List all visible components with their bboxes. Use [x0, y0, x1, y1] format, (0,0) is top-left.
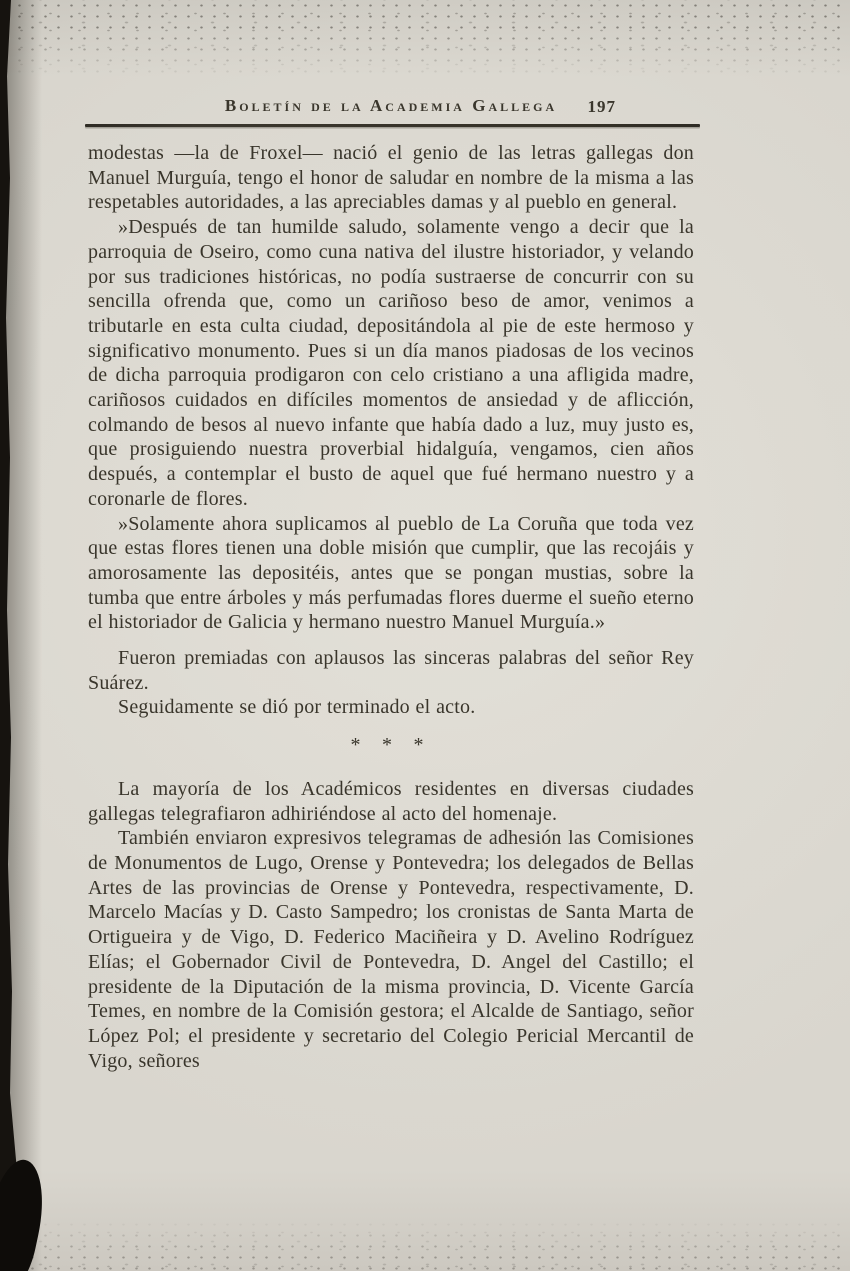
binding-corner-blob [0, 1155, 53, 1271]
running-header [88, 96, 694, 116]
page-number: 197 [587, 97, 616, 116]
paragraph-7: También enviaron expresivos telegramas de adhesión las Comisiones de Monumentos de Lugo, Orense y Pontevedra; los delegados de Bellas Artes de las provincias de Orense y Pontevedra, respectivamente, D. Marcelo Macías y D. Casto Sampedro; los cronistas de Santa Marta de Ortigueira y de Vigo, D. Federico Maciñeira y D. Avelino Rodríguez Elías; el Gobernador Civil de Pontevedra, D. Angel del Castillo; el presidente de la Diputación de la misma provincia, D. Vicente García Temes, en nombre de la Comisión gestora; el Alcalde de Santiago, señor López Pol; el presidente y secretario del Colegio Pericial Mercantil de Vigo, señores [88, 827, 694, 1072]
page-content [88, 96, 694, 1073]
paragraph-2: »Después de tan humilde saludo, solamente vengo a decir que la parroquia de Oseiro, como cuna nativa del ilustre historiador, y velando por sus tradiciones históricas, no podía sustraerse de concurrir con su sencilla ofrenda que, como un cariñoso beso de amor, venimos a tributarle en esta culta ciudad, depositándola al pie de este hermoso y significativo monumento. Pues si un día manos piadosas de los vecinos de dicha parroquia prodigaron con celo cristiano a una afligida madre, cariñosos cuidados en difíciles momentos de ansiedad y de aflicción, colmando de besos al nuevo infante que había dado a luz, muy justo es, que prosiguiendo nuestra proverbial hidalguía, vengamos, cien años después, a contemplar el busto de aquel que fué hermano nuestro y a coronarle de flores. [88, 216, 694, 510]
journal-title: Boletín de la Academia Gallega [224, 96, 558, 115]
section-separator: * * * [350, 734, 432, 757]
scan-noise-top [0, 0, 850, 82]
paragraph-6: La mayoría de los Académicos residentes en diversas ciudades gallegas telegrafiaron adhiriéndose al acto del homenaje. [88, 777, 694, 825]
paragraph-3: »Solamente ahora suplicamos al pueblo de La Coruña que toda vez que estas flores tienen una doble misión que cumplir, que las recojáis y amorosamente las depositéis, antes que se pongan mustias, sobre la tumba que entre árboles y más perfumadas flores duerme el sueño eterno el historiador de Galicia y hermano nuestro Manuel Murguía.» [88, 512, 694, 634]
paragraph-4: Fueron premiadas con aplausos las sinceras palabras del señor Rey Suárez. [88, 647, 694, 694]
scan-noise-bottom [0, 1219, 850, 1271]
paragraph-5: Seguidamente se dió por terminado el acto. [118, 696, 476, 719]
article-text [88, 141, 694, 1073]
paragraph-1: modestas —la de Froxel— nació el genio de las letras gallegas don Manuel Murguía, tengo el honor de saludar en nombre de la misma a las respetables autoridades, a las apreciables damas y al pueblo en general. [88, 142, 694, 214]
header-rule [85, 124, 700, 127]
